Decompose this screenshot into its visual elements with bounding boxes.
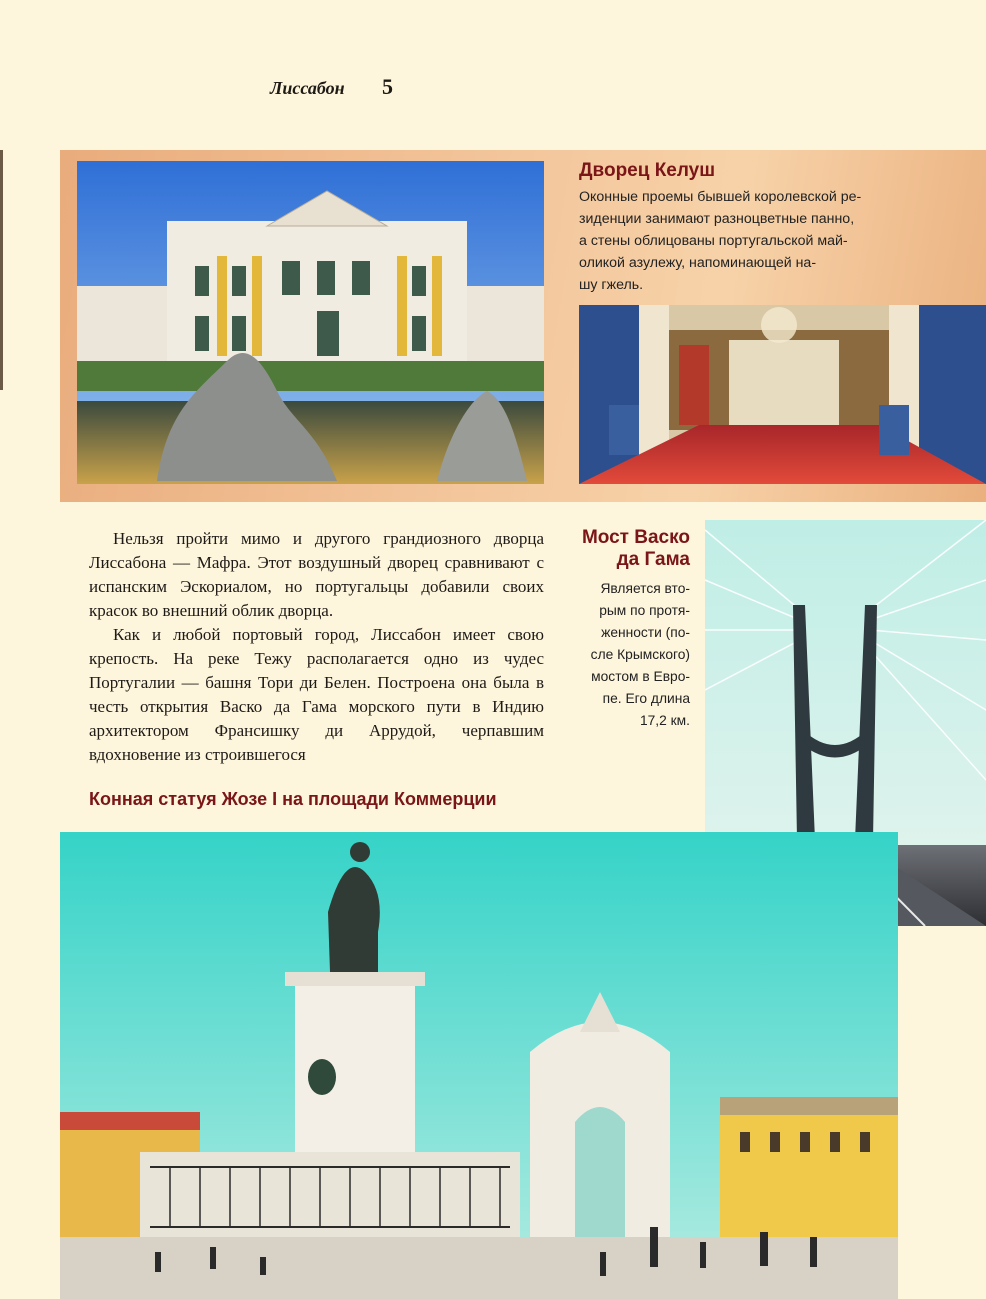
bridge-caption-title (558, 527, 690, 571)
title-line: да Гама (616, 549, 690, 570)
article-body (89, 527, 544, 767)
caption-line: оликой азулежу, напоминающей на- (579, 255, 817, 271)
caption-line: Является вто- (600, 581, 690, 596)
paragraph: Нельзя пройти мимо и другого грандиозного дворца Лиссабона — Мафра. Этот воздушный дворец сравнивают с испанским Эскориалом, но португальцы добавили своих красок во внешний облик дворца. (89, 529, 544, 620)
section-title: Лиссабон (270, 78, 345, 98)
kelush-caption-title: Дворец Келуш (579, 160, 716, 181)
caption-line: пе. Его длина (602, 691, 690, 706)
kelush-caption (579, 186, 899, 296)
caption-line: зиденции занимают разноцветные панно, (579, 211, 855, 227)
page-edge-mark (0, 150, 3, 390)
commerce-square-photo (60, 832, 898, 1299)
queluz-palace-photo (77, 161, 544, 484)
statue-caption-title: Конная статуя Жозе I на площади Коммерции (89, 789, 497, 809)
paragraph: Как и любой портовый город, Лиссабон имеет свою крепость. На реке Тежу располагается одно из чудес Португалии — башня Тори ди Белен. Построена она была в честь открытия Васко да Гама морского пути в Индию архитектором Франсишку ди Аррудой, черпавшим вдохновение из строившегося (89, 625, 544, 764)
caption-line: 17,2 км. (639, 713, 690, 728)
page-number: 5 (382, 74, 393, 99)
title-line: Мост Васко (581, 527, 690, 548)
running-header (270, 74, 393, 99)
caption-line: а стены облицованы португальской май- (579, 233, 848, 249)
palace-interior-photo (579, 305, 986, 484)
bridge-caption (570, 578, 690, 732)
caption-line: Оконные проемы бывшей королевской ре- (579, 189, 862, 205)
caption-line: шу гжель. (579, 277, 644, 293)
caption-line: рым по протя- (599, 603, 690, 618)
caption-line: женности (по- (601, 625, 690, 640)
caption-line: мостом в Евро- (591, 669, 690, 684)
caption-line: сле Крымского) (590, 647, 690, 662)
